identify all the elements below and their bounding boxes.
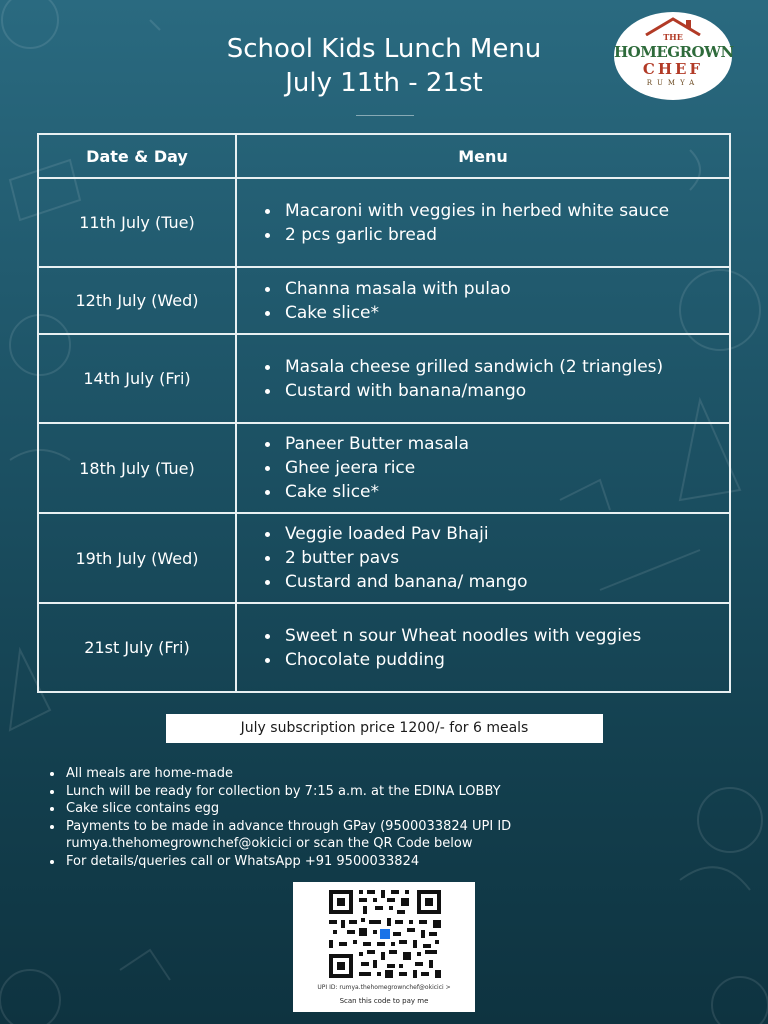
menu-item: Sweet n sour Wheat noodles with veggies — [257, 624, 729, 648]
menu-item: Ghee jeera rice — [257, 456, 729, 480]
menu-cell — [236, 178, 730, 267]
menu-item: Cake slice* — [257, 301, 729, 325]
title-divider — [356, 115, 414, 116]
menu-item-list — [257, 432, 729, 504]
table-row — [38, 513, 730, 603]
table-row — [38, 423, 730, 513]
note-item: Lunch will be ready for collection by 7:15 a.m. at the EDINA LOBBY — [46, 783, 646, 801]
payment-qr-card — [293, 882, 475, 1012]
qr-scan-caption: Scan this code to pay me — [339, 997, 429, 1005]
menu-item: Custard with banana/mango — [257, 379, 729, 403]
logo-chef: CHEF — [642, 60, 704, 78]
table-row — [38, 178, 730, 267]
menu-item: Chocolate pudding — [257, 648, 729, 672]
table-row — [38, 603, 730, 692]
menu-cell — [236, 513, 730, 603]
qr-upi-id: UPI ID: rumya.thehomegrownchef@okicici > — [317, 984, 451, 991]
brand-logo — [614, 12, 732, 100]
menu-item: Cake slice* — [257, 480, 729, 504]
note-item: For details/queries call or WhatsApp +91 9500033824 — [46, 853, 646, 871]
title-line-1: School Kids Lunch Menu — [226, 34, 542, 64]
menu-item-list — [257, 624, 729, 672]
menu-item-list — [257, 522, 729, 594]
menu-item: Channa masala with pulao — [257, 277, 729, 301]
note-item: Cake slice contains egg — [46, 800, 646, 818]
column-header-date: Date & Day — [38, 134, 236, 178]
date-cell: 18th July (Tue) — [38, 423, 236, 513]
logo-rumya: RUMYA — [646, 79, 700, 87]
header — [0, 0, 768, 120]
menu-item: 2 butter pavs — [257, 546, 729, 570]
menu-item: Macaroni with veggies in herbed white sauce — [257, 199, 729, 223]
menu-cell — [236, 334, 730, 423]
menu-item: Custard and banana/ mango — [257, 570, 729, 594]
notes-list — [46, 765, 646, 871]
note-item: All meals are home-made — [46, 765, 646, 783]
menu-item-list — [257, 199, 729, 247]
logo-the: THE — [663, 32, 683, 42]
table-row — [38, 334, 730, 423]
menu-item: Masala cheese grilled sandwich (2 triangles) — [257, 355, 729, 379]
page-title — [134, 32, 634, 100]
date-cell: 19th July (Wed) — [38, 513, 236, 603]
logo-homegrown: HOMEGROWN — [614, 43, 734, 61]
table-row — [38, 267, 730, 334]
menu-item: Veggie loaded Pav Bhaji — [257, 522, 729, 546]
column-header-menu: Menu — [236, 134, 730, 178]
date-cell: 12th July (Wed) — [38, 267, 236, 334]
date-cell: 14th July (Fri) — [38, 334, 236, 423]
menu-item: 2 pcs garlic bread — [257, 223, 729, 247]
menu-cell — [236, 423, 730, 513]
menu-item-list — [257, 277, 729, 325]
menu-item-list — [257, 355, 729, 403]
menu-table — [37, 133, 731, 693]
table-header-row — [38, 134, 730, 178]
menu-cell — [236, 267, 730, 334]
menu-cell — [236, 603, 730, 692]
date-cell: 11th July (Tue) — [38, 178, 236, 267]
qr-code-icon[interactable] — [329, 890, 441, 978]
title-line-2: July 11th - 21st — [285, 68, 483, 98]
note-item: Payments to be made in advance through GPay (9500033824 UPI ID rumya.thehomegrownchef@okicici or scan the QR Code below — [46, 818, 646, 853]
menu-item: Paneer Butter masala — [257, 432, 729, 456]
date-cell: 21st July (Fri) — [38, 603, 236, 692]
subscription-price-banner: July subscription price 1200/- for 6 meals — [166, 714, 603, 743]
